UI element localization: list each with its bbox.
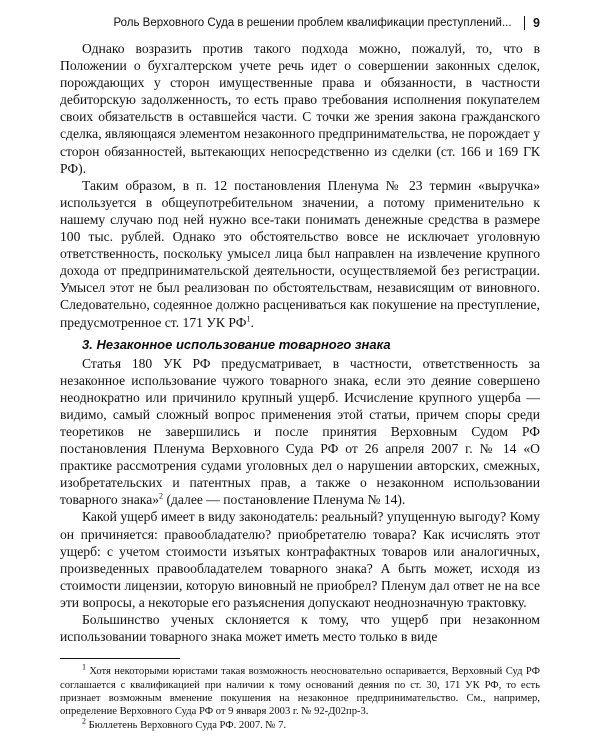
paragraph-text: Большинство ученых склоняется к тому, что ущерб при незаконном использовании товарного знака может иметь место только в виде — [60, 612, 540, 645]
page-number: 9 — [533, 16, 540, 30]
footnote-text: Бюллетень Верховного Суда РФ. 2007. № 7. — [86, 719, 287, 731]
paragraph — [60, 611, 540, 645]
paragraph-text: Статья 180 УК РФ предусматривает, в частности, ответственность за незаконное использование чужого товарного знака, если это деяние совершено неоднократно или причинило крупный ущерб. Исчисление крупного ущерба — видимо, самый сложный вопрос применения этой статьи, причем споры среди теоретиков не завершились и после принятия Верховным Судом РФ постановления Пленума Верховного Суда РФ от 26 апреля 2007 г. № 14 «О практике рассмотрения судами уголовных дел о нарушении авторских, смежных, изобретательских и патентных прав, а также о незаконном использовании товарного знака» — [60, 355, 540, 508]
running-head-separator — [524, 16, 526, 30]
paragraph-text: Таким образом, в п. 12 постановления Пленума № 23 термин «выручка» используется в общеупотребительном значении, а потому применительно к нашему случаю под ней нужно все-таки понимать денежные средства в размере 100 тыс. рублей. Однако это обстоятельство вовсе не исключает уголовную ответственность, поскольку умысел лица был направлен на извлечение крупного дохода от предпринимательской деятельности, осуществляемой без регистрации. Умысел этот не был реализован по обстоятельствам, независящим от виновного. Следовательно, содеянное должно расцениваться как покушение на преступление, предусмотренное ст. 171 УК РФ — [60, 177, 540, 330]
paragraph-text: Однако возразить против такого подхода можно, пожалуй, то, что в Положении о бухгалтерском учете речь идет о совершении законных сделок, порождающих у сторон имущественные права и обязанности, в частности дебиторскую задолженность, то есть право требования исполнения покупателем своих обязательств в оставшейся части. С точки же зрения закона гражданского сделка, являющаяся элементом незаконного предпринимательства, не порождает у сторон обязанностей, вытекающих непосредственно из сделки (ст. 166 и 169 ГК РФ). — [60, 41, 540, 176]
paragraph — [60, 508, 540, 611]
paragraph — [60, 355, 540, 509]
section-heading: 3. Незаконное использование товарного знака — [82, 336, 391, 352]
paragraph-end: (далее — постановление Пленума № 14). — [163, 492, 406, 508]
paragraph — [60, 177, 540, 331]
footnote-text: Хотя некоторыми юристами такая возможность неосновательно оспаривается, Верховный Суд РФ соглашается с квалификацией при наличии к тому оснований деяния по ст. 30, 171 УК РФ, то есть признает возможным вменение покушения на незаконное предпринимательство. См., например, определение Верховного Суда РФ от 9 января 2003 г. № 92-Д02пр-3. — [60, 666, 540, 718]
footnote-ref: 2 — [159, 491, 164, 501]
paragraph — [60, 40, 540, 177]
running-head-title: Роль Верховного Суда в решении проблем квалификации преступлений... — [113, 17, 512, 29]
footnote — [60, 662, 540, 719]
paragraph-end: . — [250, 314, 254, 330]
running-head — [60, 14, 540, 32]
footnote-mark: 1 — [82, 662, 86, 672]
footnotes — [60, 662, 540, 732]
footnote-divider — [60, 658, 180, 659]
footnote — [60, 716, 540, 732]
footnote-mark: 2 — [82, 716, 86, 726]
footnote-ref: 1 — [246, 313, 251, 323]
paragraph-text: Какой ущерб имеет в виду законодатель: реальный? упущенную выгоду? Кому он причиняется: правообладателю? приобретателю товара? Как исчислять этот ущерб: с учетом стоимости изъятых контрафактных товаров или аналогичных, произведенных правообладателем товарного знака? А быть может, исходя из стоимости лицензии, которую виновный не приобрел? Пленум дал ответ не на все эти вопросы, а некоторые его разъяснения допускают неоднозначную трактовку. — [60, 509, 540, 610]
body-text — [60, 40, 540, 645]
